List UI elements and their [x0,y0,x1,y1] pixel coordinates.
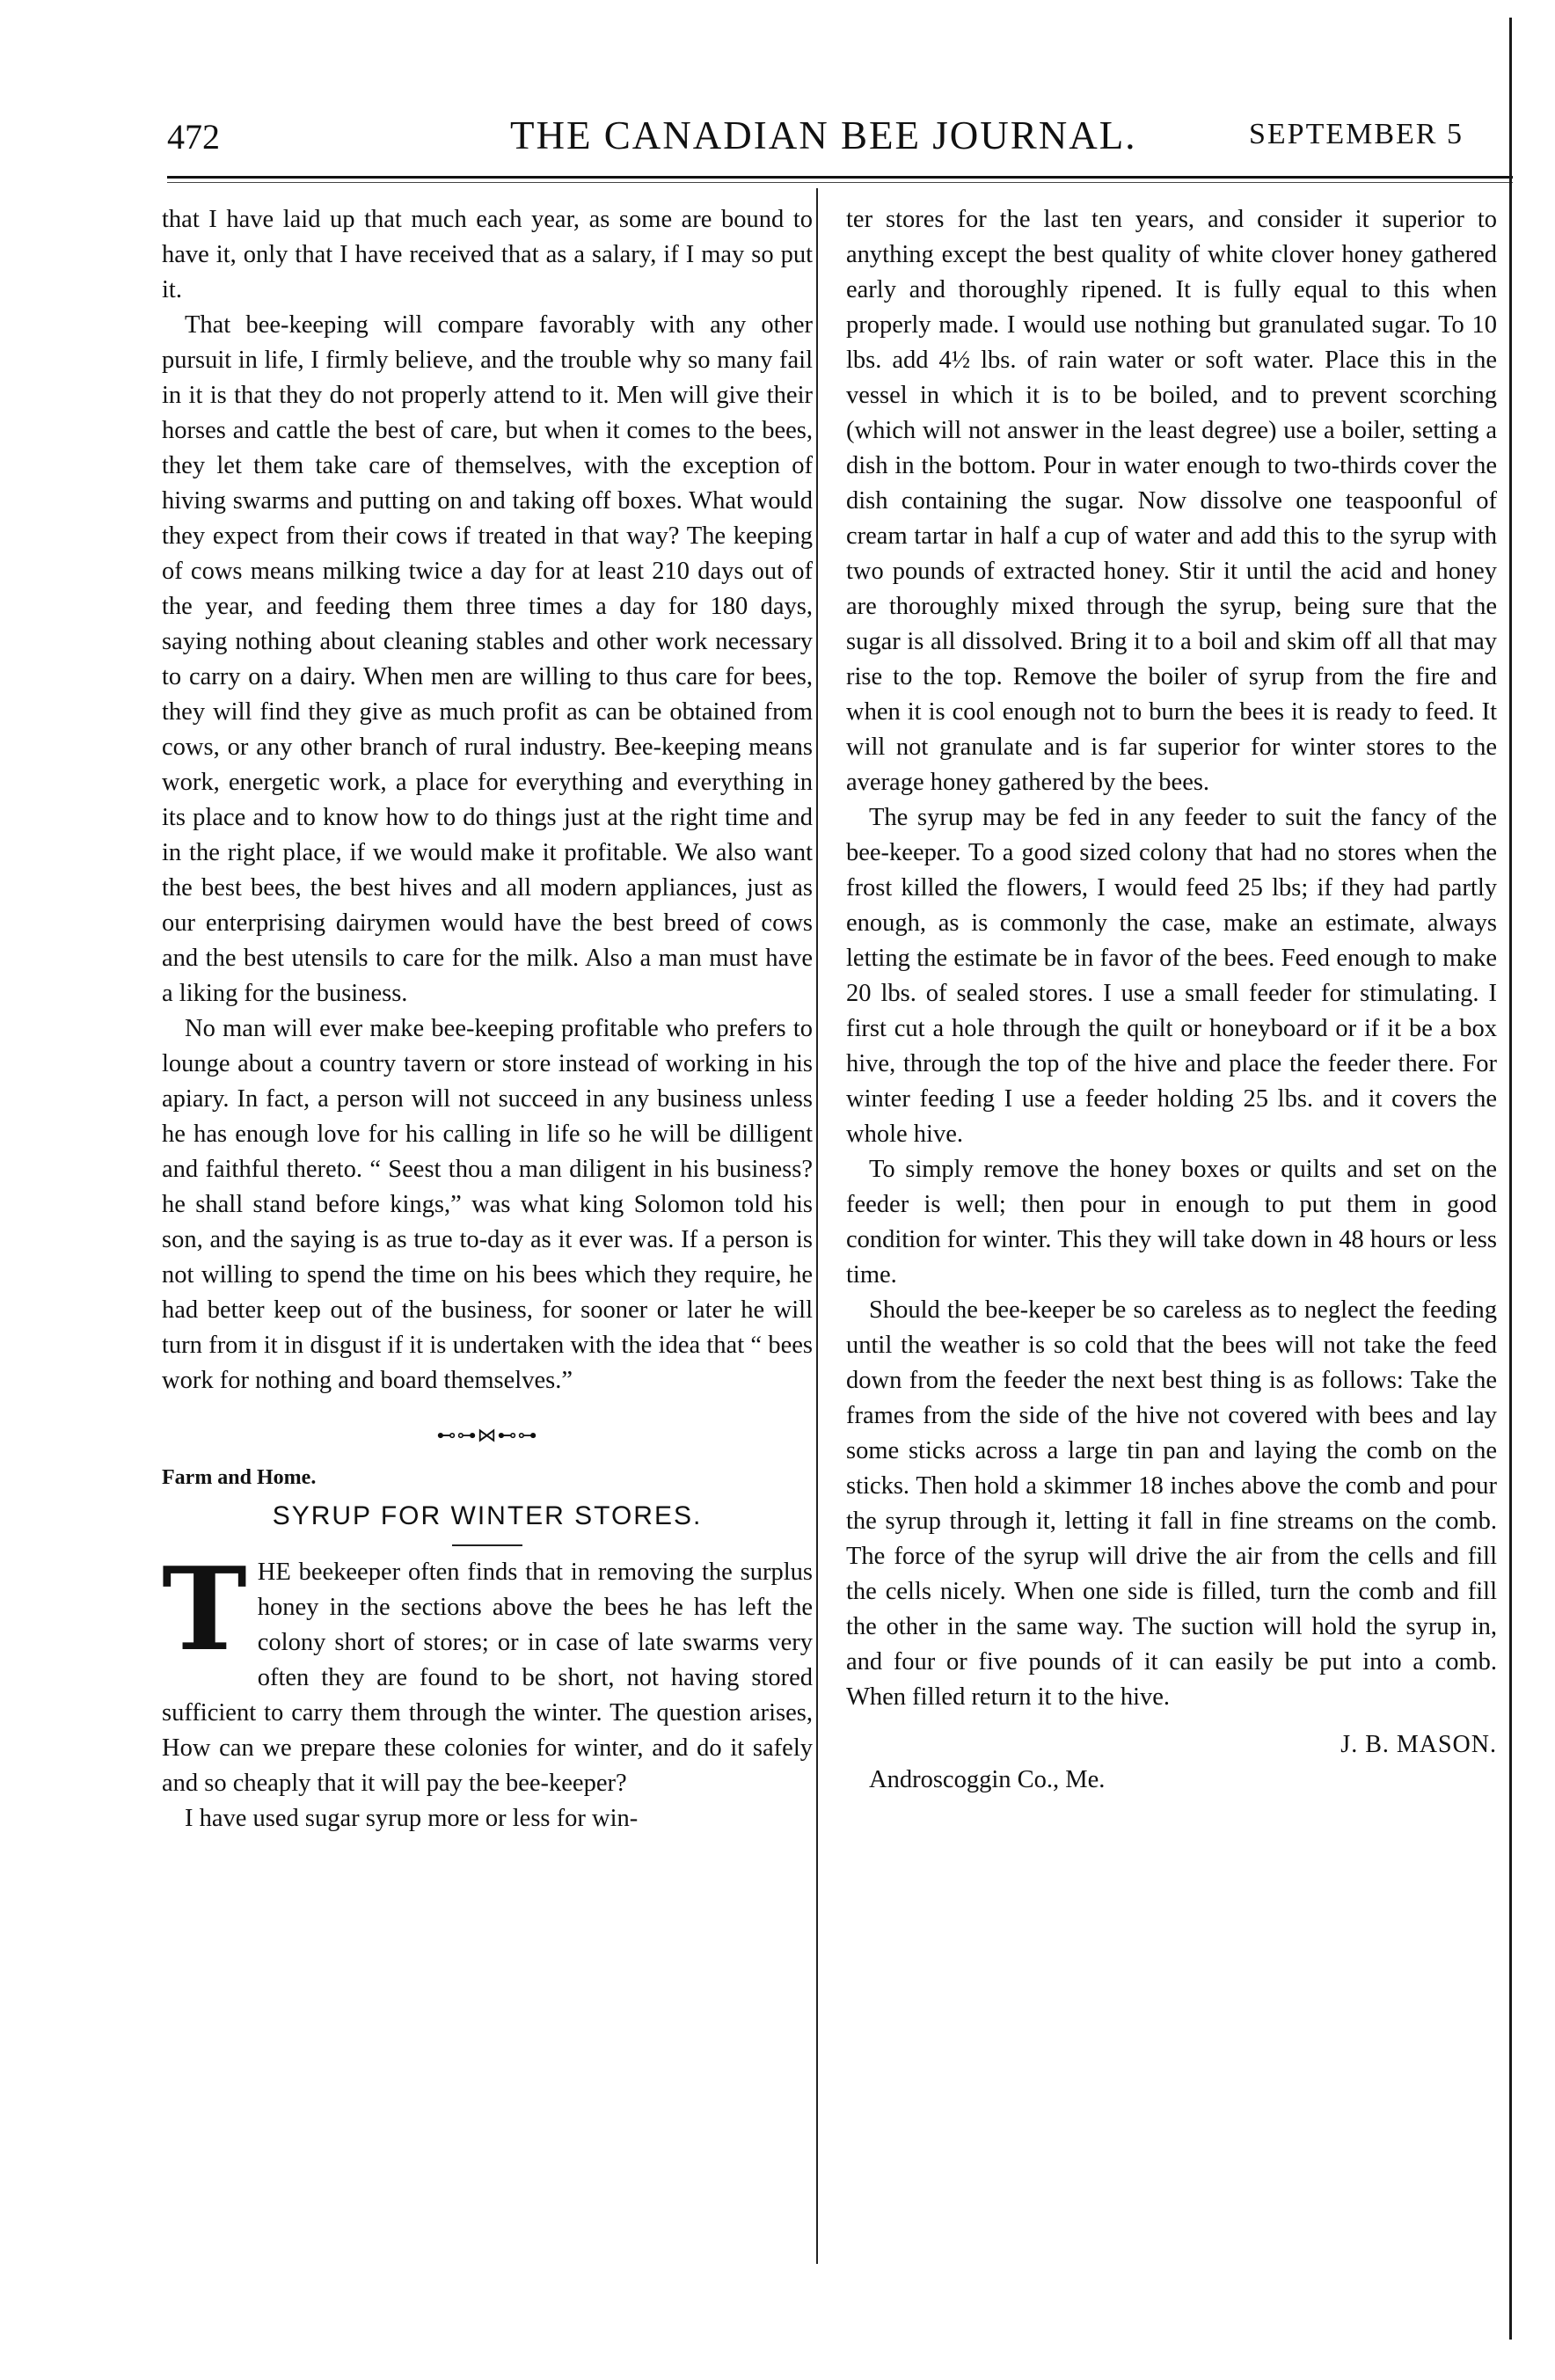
paragraph: that I have laid up that much each year, as some are bound to have it, only that I have received that as a salary, if I may so put it. [162,206,813,303]
page-edge-line [1509,18,1512,2340]
paragraph: No man will ever make bee-keeping profitable who prefers to lounge about a country tavern or store instead of working in his apiary. In fact, a person will not succeed in any business unless he has enough love for his calling in life so he will be dilligent and faithful thereto. “ Seest thou a man diligent in his business? he shall stand before kings,” was what king Solomon told his son, and the saying is as true to-day as it ever was. If a person is not willing to spend the time on his bees which they require, he had better keep out of the business, for sooner or later he will turn from it in disgust if it is undertaken with the idea that “ bees work for nothing and board themselves.” [162,1015,813,1394]
paragraph: ter stores for the last ten years, and consider it superior to anything except the best quality of white clover honey gathered early and thoroughly ripened. It is fully equal to this when properly made. I would use nothing but granulated sugar. To 10 lbs. add 4½ lbs. of rain water or soft water. Place this in the vessel in which it is to be boiled, and to prevent scorching (which will not answer in the least degree) use a boiler, setting a dish in the bottom. Pour in water enough to two-thirds cover the dish containing the sugar. Now dissolve one teaspoonful of cream tartar in half a cup of water and add this to the syrup with two pounds of extracted honey. Stir it until the acid and honey are thoroughly mixed through the syrup, being sure that the sugar is all dissolved. Bring it to a boil and skim off all that may rise to the top. Remove the boiler of syrup from the fire and when it is cool enough not to burn the bees it is ready to feed. It will not granulate and is far superior for winter stores to the average honey gathered by the bees. [846,206,1497,796]
page-number: 472 [167,117,220,157]
article-paragraph [162,1542,813,1801]
issue-month: SEPTEMBER 5 [1249,118,1464,150]
column-divider [816,188,818,2264]
right-column [846,202,1497,1798]
paragraph: To simply remove the honey boxes or quilts and set on the feeder is well; then pour in enough to put them in good condition for winter. This they will take down in 48 hours or less time. [846,1156,1497,1289]
article-title: SYRUP FOR WINTER STORES. [272,1501,703,1530]
header-rule [167,176,1513,179]
article-source: Farm and Home. [162,1466,317,1489]
title-rule [452,1544,522,1546]
author-signature: J. B. MASON. [1340,1731,1497,1758]
header-rule-thin [167,182,1513,183]
page-header [167,113,1522,169]
paragraph: That bee-keeping will compare favorably with any other pursuit in life, I firmly believe, and the trouble why so many fail in it is that they do not properly attend to it. Men will give their horses and cattle the best of care, but when it comes to the bees, they let them take care of themselves, with the exception of hiving swarms and putting on and taking off boxes. What would they expect from their cows if treated in that way? The keeping of cows means milking twice a day for at least 210 days out of the year, and feeding them three times a day for 180 days, saying nothing about cleaning stables and other work necessary to carry on a dairy. When men are willing to thus care for bees, they will find they give as much profit as can be obtained from cows, or any other branch of rural industry. Bee-keeping means work, energetic work, a place for everything and everything in its place and to know how to do things just at the right time and in the right place, if we would make it profitable. We also want the best bees, the best hives and all modern appliances, just as our enterprising dairymen would have the best breed of cows and the best utensils to care for the milk. Also a man must have a liking for the business. [162,311,813,1007]
drop-cap: T [162,1542,247,1676]
paragraph: Should the bee-keeper be so careless as to neglect the feeding until the weather is so cold that the bees will not take the feed down from the feeder the next best thing is as follows: Take the frames from the side of the hive not covered with bees and lay some sticks across a large tin pan and laying the comb on the sticks. Then hold a skimmer 18 inches above the comb and pour the syrup through it, letting it fall in fine streams on the comb. The force of the syrup will drive the air from the cells and fill the cells nicely. When one side is filled, turn the comb and fill the other in the same way. The suction will hold the syrup in, and four or five pounds of it can easily be put into a comb. When filled return it to the hive. [846,1296,1497,1711]
paragraph: I have used sugar syrup more or less for win- [185,1805,639,1832]
article-paragraph-text: HE beekeeper often finds that in removing the surplus honey in the sections above the bees he has left the colony short of stores; or in case of late swarms very often they are found to be short, not having stored sufficient to carry them through the winter. The question arises, How can we prepare these colonies for winter, and do it safely and so cheaply that it will pay the bee-keeper? [162,1559,813,1797]
paragraph: The syrup may be fed in any feeder to suit the fancy of the bee-keeper. To a good sized colony that had no stores when the frost killed the flowers, I would feed 25 lbs; if they had partly enough, as is commonly the case, make an estimate, always letting the estimate be in favor of the bees. Feed enough to make 20 lbs. of sealed stores. I use a small feeder for stimulating. I first cut a hole through the quilt or honeyboard or if it be a box hive, through the top of the hive and place the feeder there. For winter feeding I use a feeder holding 25 lbs. and it covers the whole hive. [846,804,1497,1148]
section-ornament: ⊷⊶⋈⊷⊶ [436,1424,538,1446]
left-column [162,202,813,1836]
author-location: Androscoggin Co., Me. [869,1766,1106,1793]
journal-title: THE CANADIAN BEE JOURNAL. [510,113,1137,157]
